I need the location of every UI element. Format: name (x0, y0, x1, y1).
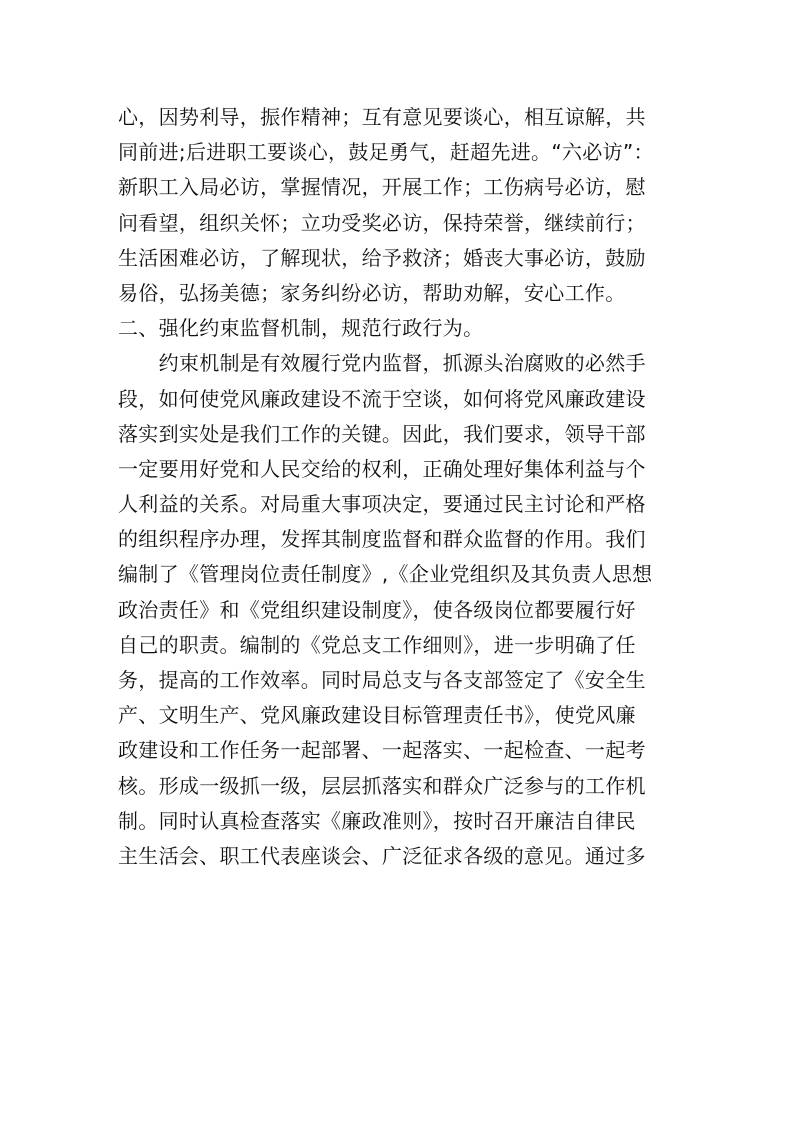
text-line: 新职工入局必访，掌握情况，开展工作；工伤病号必访，慰 (118, 175, 646, 200)
text-line: 生活困难必访，了解现状，给予救济；婚丧大事必访，鼓励 (118, 245, 646, 270)
text-line: 一定要用好党和人民交给的权利，正确处理好集体利益与个 (118, 456, 646, 481)
text-line: 易俗，弘扬美德；家务纠纷必访，帮助劝解，安心工作。 (118, 280, 626, 305)
text-line: 产、文明生产、党风廉政建设目标管理责任书》，使党风廉 (118, 703, 636, 728)
text-line: 核。形成一级抓一级，层层抓落实和群众广泛参与的工作机 (118, 773, 646, 798)
text-line: 同前进;后进职工要谈心，鼓足勇气，赶超先进。“六必访”： (118, 140, 654, 165)
text-line: 务，提高的工作效率。同时局总支与各支部签定了《安全生 (118, 668, 646, 692)
text-line: 政建设和工作任务一起部署、一起落实、一起检查、一起考 (118, 738, 646, 763)
text-line: 人利益的关系。对局重大事项决定，要通过民主讨论和严格 (118, 492, 646, 517)
text-line: 编制了《管理岗位责任制度》,《企业党组织及其负责人思想 (118, 562, 653, 587)
text-line: 的组织程序办理，发挥其制度监督和群众监督的作用。我们 (118, 527, 646, 552)
section-heading: 二、强化约束监督机制，规范行政行为。 (118, 316, 484, 341)
text-line: 制。同时认真检查落实《廉政准则》，按时召开廉洁自律民 (118, 808, 636, 833)
text-line: 约束机制是有效履行党内监督，抓源头治腐败的必然手 (118, 351, 646, 376)
body-text (118, 100, 688, 874)
text-line: 段，如何使党风廉政建设不流于空谈，如何将党风廉政建设 (118, 386, 646, 411)
text-line: 自己的职责。编制的《党总支工作细则》，进一步明确了任 (118, 632, 636, 657)
text-line: 落实到实处是我们工作的关键。因此，我们要求，领导干部 (118, 421, 646, 446)
text-line: 政治责任》和《党组织建设制度》，使各级岗位都要履行好 (118, 597, 636, 622)
text-line: 心，因势利导，振作精神；互有意见要谈心，相互谅解，共 (118, 105, 646, 129)
text-line: 问看望，组织关怀；立功受奖必访，保持荣誉，继续前行； (118, 210, 646, 235)
text-line: 主生活会、职工代表座谈会、广泛征求各级的意见。通过多 (118, 843, 646, 868)
